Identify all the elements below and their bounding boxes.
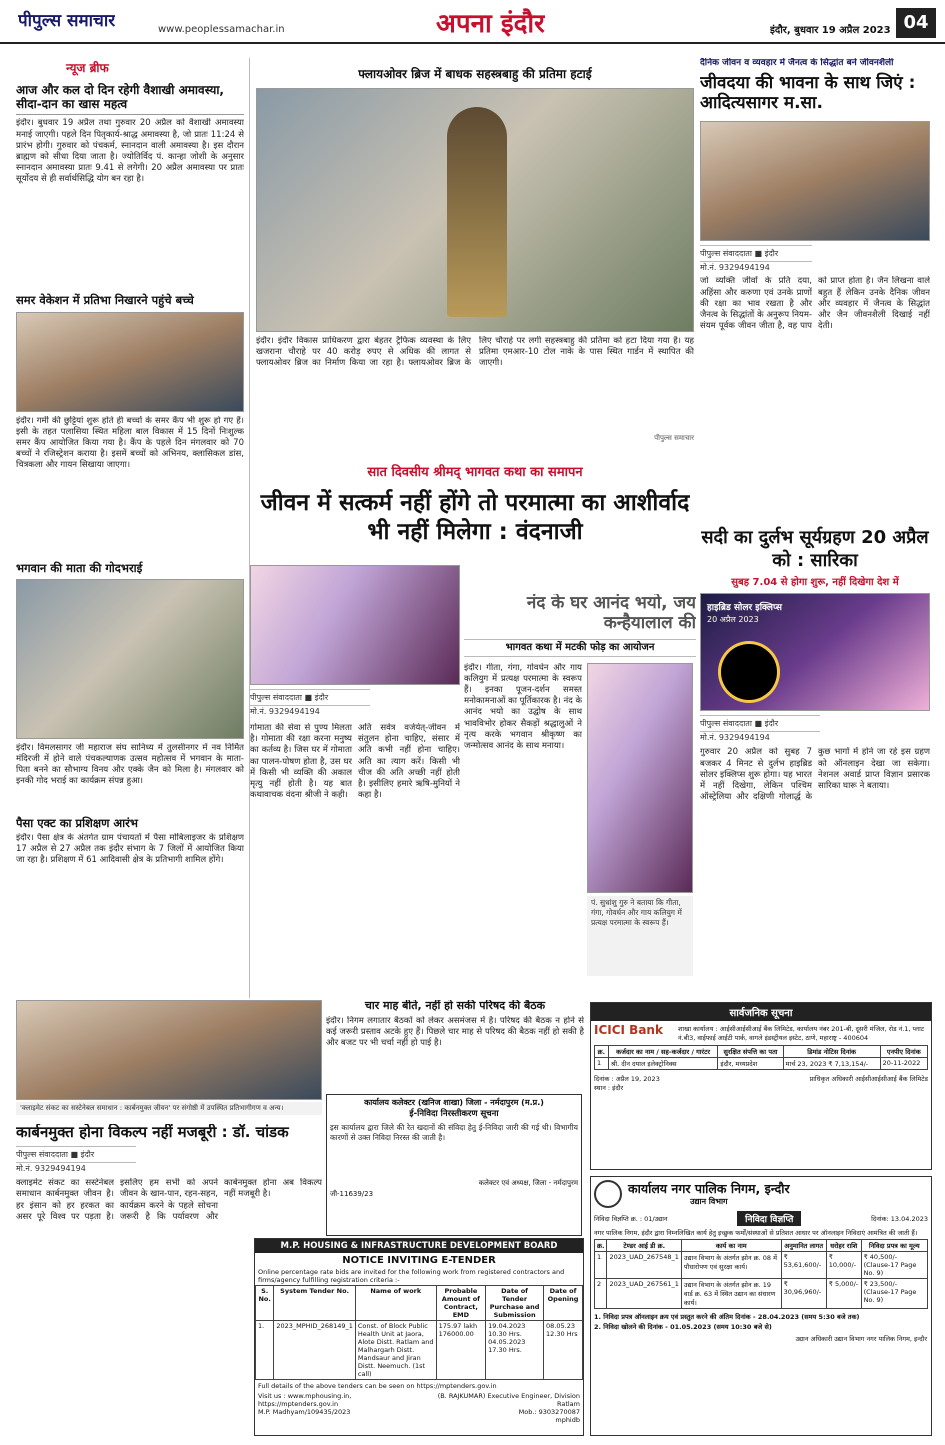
- statue-removal-photo: [256, 88, 694, 332]
- nagar-cell: 2023_UAD_267548_1: [607, 1252, 681, 1279]
- icici-cell: मार्च 23, 2023 ₹ 7,13,154/-: [783, 1058, 880, 1070]
- masthead: [0, 0, 945, 44]
- icici-bank-logo: ICICI Bank: [594, 1023, 663, 1037]
- section-title: अपना इंदौर: [436, 9, 545, 39]
- brief-text-3: इंदौर। विमलसागर जी महाराज संघ सानिध्य में तुलसीनगर में नव निर्मित मंदिरजी में होने वाले पंचकल्याणक उत्सव महोत्सव में भगवान के माता-पिता बनने का सौभाग्य विनय और एक्के जैन को मिला है। मंगलवार को इनकी गोद भराई का कार्यक्रम संपन्न हुआ।: [16, 742, 244, 787]
- brief-headline-4[interactable]: पैसा एक्ट का प्रशिक्षण आरंभ: [16, 815, 138, 830]
- nagar-tender-ref: निविदा विज्ञप्ति क्र. : 01/उद्यान: [594, 1215, 668, 1223]
- eclipse-subheadline: सुबह 7.04 से होगा शुरू, नहीं दिखेगा देश में: [731, 576, 899, 588]
- eclipse-sun-icon: [721, 644, 777, 700]
- nand-text: इंदौर। गीता, गंगा, गोवर्धन और गाय कलियुग में प्रत्यक्ष परमात्मा के स्वरूप हैं। इनका पूजन-दर्शन समस्त मनोकामनाओं का पूर्तिकारक है। नंद के आनंद भयो का उद्घोष के साथ भावविभोर होकर सैकड़ों श्रद्धालुओं ने नृत्य करके भगवान श्रीकृष्ण का जन्मोत्सव आनंद के साथ मनाया।: [464, 662, 582, 752]
- nagar-col-1: टेण्डर आई डी क्र.: [607, 1240, 681, 1252]
- carbon-headline[interactable]: कार्बनमुक्त होना विकल्प नहीं मजबूरी : डॉ. चांडक: [16, 1124, 289, 1141]
- nagar-cell: ₹ 53,61,600/-: [781, 1252, 826, 1279]
- news-brief-column: [16, 60, 244, 1000]
- nand-subheadline: भागवत कथा में मटकी फोड़ का आयोजन: [464, 639, 696, 657]
- date-line: इंदौर, बुधवार 19 अप्रैल 2023: [770, 25, 891, 36]
- nand-story: [464, 594, 696, 998]
- eclipse-text: गुरुवार 20 अप्रैल को सुबह 7 बजकर 4 मिनट से दुर्लभ हाइब्रिड सोलर इक्लिप्स शुरू होगा। यह भारत में नहीं दिखेगा, लेकिन पश्चिम ऑस्ट्रेलिया और दक्षिणी गोलार्द्ध के कुछ भागों में होने जा रहे इस ग्रहण को ऑनलाइन देखा जा सकेगा। नेशनल अवार्ड प्राप्त विज्ञान प्रसारक सारिका घारू ने बताया।: [700, 747, 930, 803]
- matki-phod-photo: [587, 663, 693, 893]
- mp-housing-table: [255, 1285, 583, 1380]
- nagar-nigam-emblem-icon: [594, 1180, 622, 1208]
- icici-footer: प्राधिकृत अधिकारी आईसीआईसीआई बैंक लिमिटेड: [809, 1075, 928, 1083]
- nagar-tender-date: दिनांक: 13.04.2023: [871, 1215, 928, 1223]
- nagar-col-0: क्र.: [595, 1240, 607, 1252]
- bhagwat-headline[interactable]: जीवन में सत्कर्म नहीं होंगे तो परमात्मा का आशीर्वाद भी नहीं मिलेगा : वंदनाजी: [260, 489, 690, 545]
- icici-cell: 20-11-2022: [880, 1058, 927, 1070]
- jeevdaya-kicker: दैनिक जीवन व व्यवहार में जैनत्व के सिद्धांत बने जीवनशैली: [700, 58, 894, 68]
- nagar-cell: उद्यान विभाग के अंतर्गत झोन क्र. 19 वार्ड क्र. 63 में स्थित उद्यान का संधारण कार्य।: [681, 1279, 781, 1309]
- nagar-cell: 1: [595, 1252, 607, 1279]
- mp-housing-footer: Full details of the above tenders can be seen on https://mptenders.gov.in: [258, 1381, 497, 1390]
- jeevdaya-byline: पीपुल्स संवाददाता ■ इंदौर: [700, 245, 812, 262]
- icici-col-3: डिमांड नोटिस दिनांक: [783, 1046, 880, 1058]
- jeevdaya-story: [700, 58, 930, 520]
- narmada-tender-text: इस कार्यालय द्वारा जिले की रेत खदानों की संविदा हेतु ई-निविदा जारी की गई थी। विभागीय कारणों से उक्त निविदा निरस्त की जाती है।: [330, 1122, 578, 1142]
- nagar-col-3: अनुमानित लागत: [781, 1240, 826, 1252]
- brief-headline-1[interactable]: आज और कल दो दिन रहेगी वैशाखी अमावस्या, सीदा-दान का खास महत्व: [16, 84, 244, 116]
- eclipse-poster-title: हाइब्रिड सोलर इक्लिप्स: [707, 603, 782, 614]
- nagar-tender-table: [594, 1239, 928, 1309]
- icici-notice-label: सार्वजनिक सूचना: [591, 1003, 931, 1021]
- flyover-story: [256, 60, 694, 460]
- mp-housing-cell: 2023_MPHID_268149_1: [274, 1320, 356, 1379]
- nagar-cell: 2023_UAD_267561_1: [607, 1279, 681, 1309]
- brief-text-4: इंदौर। पैसा क्षेत्र के अंतर्गत ग्राम पंचायतों में पैसा मोबिलाइजर के प्रशिक्षण 17 अप्रैल से 27 अप्रैल तक इंदौर संभाग के 7 जिलों में आयोजित किया जा रहा है। प्रशिक्षण में 61 आदिवासी क्षेत्र के प्रतिभागी शामिल होंगे।: [16, 833, 244, 866]
- icici-col-2: सुरक्षित संपत्ति का पता: [718, 1046, 783, 1058]
- icici-date: दिनांक : अप्रैल 19, 2023: [594, 1075, 660, 1083]
- icici-cell: श्री. दीन दयाल इलेक्ट्रोनिक्स: [608, 1058, 718, 1070]
- table-row: [595, 1279, 928, 1309]
- bhagwat-story: [250, 565, 460, 997]
- monks-photo: [700, 121, 930, 241]
- narmada-tender-head: कार्यालय कलेक्टर (खनिज शाखा) जिला - नर्मदापुरम (म.प्र.): [364, 1098, 544, 1107]
- jeevdaya-headline[interactable]: जीवदया की भावना के साथ जिएं : आदित्यसागर म.सा.: [700, 73, 916, 113]
- carbon-photo-block: [16, 1000, 322, 1120]
- icici-col-0: क्र.: [595, 1046, 609, 1058]
- eclipse-poster-date: 20 अप्रैल 2023: [707, 615, 759, 625]
- brief-headline-2[interactable]: समर वेकेशन में प्रतिभा निखारने पहुंचे बच्चे: [16, 293, 194, 308]
- narmada-tender-sign: कलेक्टर एवं अध्यक्ष, जिला - नर्मदापुरम: [478, 1178, 578, 1187]
- mp-housing-col-4: Date of Tender Purchase and Submission: [486, 1285, 544, 1320]
- nagar-deadline-1: 1. निविदा प्रपत्र ऑनलाइन क्रय एवं प्रस्तुत करने की अंतिम दिनांक - 28.04.2023 (समय 5:30 बजे तक): [594, 1313, 860, 1321]
- parishad-text: इंदौर। निगम लगातार बैठकों को लेकर असमंजस में है। परिषद की बैठक न होने से कई जरूरी प्रस्ताव अटके हुए हैं। पिछले चार माह से परिषद की बैठक नहीं हो सकी है और बजट पर भी चर्चा नहीं हो पाई है।: [326, 1015, 584, 1049]
- nagar-col-4: धरोहर राशि: [826, 1240, 861, 1252]
- jeevdaya-mobile: मो.नं. 9329494194: [700, 263, 770, 273]
- mp-housing-cell: 1.: [256, 1320, 274, 1379]
- parishad-headline[interactable]: चार माह बीते, नहीं हो सकी परिषद की बैठक: [364, 1000, 546, 1012]
- mp-housing-cell: 08.05.23 12.30 Hrs: [544, 1320, 583, 1379]
- nagar-cell: ₹ 5,000/-: [826, 1279, 861, 1309]
- icici-table: [594, 1045, 928, 1070]
- mp-housing-code: M.P. Madhyam/109435/2023: [258, 1407, 351, 1416]
- mp-housing-cell: 19.04.2023 10.30 Hrs. 04.05.2023 17.30 Hrs.: [486, 1320, 544, 1379]
- narmadapuram-tender-ad: [326, 1094, 582, 1236]
- icici-place: स्थान : इंदौर: [594, 1084, 624, 1092]
- bhagwat-text-2: अति सर्वत्र वर्जयेत्-जीवन में संतुलन होना चाहिए, संसार में अति कभी नहीं होना चाहिए। अति का त्याग करें। किसी भी चीज की अति अच्छी नहीं होती है। इसीलिए हमारे ऋषि-मुनियों ने कहा है।: [358, 723, 460, 801]
- table-row: [256, 1320, 583, 1379]
- website-url[interactable]: www.peoplessamachar.in: [158, 24, 285, 35]
- summer-camp-photo: [16, 312, 244, 412]
- icici-col-1: कर्जदार का नाम / सह-कर्जदार / गारंटर: [608, 1046, 718, 1058]
- nagar-nigam-dept: उद्यान विभाग: [690, 1196, 728, 1206]
- nagar-cell: ₹ 30,96,960/-: [781, 1279, 826, 1309]
- mp-housing-col-1: System Tender No.: [274, 1285, 356, 1320]
- flyover-headline[interactable]: फ्लायओवर ब्रिज में बाधक सहस्त्रबाहु की प्रतिमा हटाई: [358, 67, 592, 81]
- eclipse-poster-image: [700, 593, 930, 711]
- eclipse-story: [700, 526, 930, 998]
- mp-housing-col-5: Date of Opening: [544, 1285, 583, 1320]
- jeevdaya-text: जो व्यक्ति जीवों के प्रति दया, अहिंसा और करुणा एवं उनके प्राणों की रक्षा का भाव रखता है और जैनत्व के सिद्धांतों के अनुरूप नियम-संयम पूर्वक जीवन जीता है, वह पाप को प्राप्त होता है। जैन लिखना वाले बहुत हैं लेकिन उनके दैनिक जीवन और व्यवहार में जैनत्व के सिद्धांत और जैन जीवनशैली दिखाई नहीं देती।: [700, 276, 930, 332]
- bhagwat-byline: पीपुल्स संवाददाता ■ इंदौर: [250, 689, 370, 706]
- icici-cell: 1: [595, 1058, 609, 1070]
- mp-housing-intro: Online percentage rate bids are invited for the following work from registered contractors and firms/agency fulfilling registration criteria :-: [258, 1267, 565, 1284]
- nagar-cell: उद्यान विभाग के अंतर्गत झोन क्र. 08 में पौधारोपण एवं सुरक्षा कार्य।: [681, 1252, 781, 1279]
- mp-housing-col-3: Probable Amount of Contract, EMD: [436, 1285, 485, 1320]
- nagar-nigam-tender-ad: [590, 1176, 932, 1436]
- mp-housing-social[interactable]: mphidb: [555, 1415, 580, 1424]
- carbon-byline: पीपुल्स संवाददाता ■ इंदौर: [16, 1146, 136, 1163]
- nagar-deadline-2: 2. निविदा खोलने की दिनांक - 01.05.2023 (समय 10:30 बजे से): [594, 1323, 772, 1331]
- mp-housing-tender-ad: [254, 1238, 584, 1436]
- mp-housing-title: NOTICE INVITING E-TENDER: [342, 1255, 496, 1266]
- nand-photo-caption: पं. सुधांशु गुरु ने बताया कि गीता, गंगा, गोवर्धन और गाय कलियुग में प्रत्यक्ष परमात्मा के स्वरूप हैं।: [587, 896, 693, 976]
- godbharai-photo: [16, 579, 244, 739]
- eclipse-mobile: मो.नं. 9329494194: [700, 733, 770, 743]
- brief-text-2: इंदौर। गर्मी की छुट्टियां शुरू होते ही बच्चों के समर कैंप भी शुरू हो गए हैं। इसी के तहत पलासिया स्थित महिला बाल विकास में 15 दिनों निःशुल्क समर कैंप आयोजित किया गया है। कैंप के पहले दिन मंगलवार को 70 बच्चों ने रजिस्ट्रेशन कराया है। इसमें बच्चों को अभिनय, क्लासिकल डांस, चित्रकला और गायन सिखाया जाएगा।: [16, 415, 244, 471]
- mp-housing-cell: Const. of Block Public Health Unit at Jaora, Alote Distt. Ratlam and Malhargarh Distt. Mandsaur and Jiran Distt. Neemuch. (1st call): [355, 1320, 436, 1379]
- brief-headline-3[interactable]: भगवान की माता की गोदभराई: [16, 560, 143, 575]
- nagar-tender-notice: निविदा विज्ञप्ति: [737, 1211, 801, 1226]
- table-row: [595, 1252, 928, 1279]
- bhagwat-kicker: सात दिवसीय श्रीमद् भागवत कथा का समापन: [367, 465, 583, 480]
- icici-branch-address: शाखा कार्यालय : आईसीआईसीआई बैंक लिमिटेड, कार्यालय नंबर 201-बी, दूसरी मंजिल, रोड नं.1, प्लाट नं.बी3, वाईफाई आईटी पार्क, वागले इंडस्ट्रीयल इस्टेट, ठाणे, महाराष्ट्र - 400604: [678, 1025, 925, 1042]
- nagar-tender-sign: उद्यान अधिकारी उद्यान विभाग नगर पालिक निगम, इन्दौर: [795, 1335, 927, 1343]
- eclipse-headline[interactable]: सदी का दुर्लभ सूर्यग्रहण 20 अप्रैल को : सारिका: [701, 527, 929, 572]
- flyover-text: इंदौर। इंदौर विकास प्राधिकरण द्वारा बेहतर ट्रैफिक व्यवस्था के लिए खजराना चौराहे पर 40 करोड़ रुपए से अधिक की लागत से फ्लायओवर ब्रिज का निर्माण किया जा रहा है। फ्लायओवर ब्रिज के लिए चौराहे पर लगी सहस्त्रबाहु की प्रतिमा को हटा दिया गया है। यह प्रतिमा एमआर-10 टोल नाके के पास स्थित गार्डन में स्थापित की जाएगी।: [256, 335, 694, 369]
- narmada-tender-ref: जी-11639/23: [330, 1189, 374, 1198]
- nagar-cell: ₹ 10,000/-: [826, 1252, 861, 1279]
- parishad-story: [326, 1000, 584, 1092]
- nagar-col-2: कार्य का नाम: [681, 1240, 781, 1252]
- mp-housing-col-0: S. No.: [256, 1285, 274, 1320]
- mp-housing-visit[interactable]: Visit us : www.mphousing.in, https://mptenders.gov.in: [258, 1391, 352, 1408]
- narmada-tender-sub: ई-निविदा निरस्तीकरण सूचना: [409, 1109, 499, 1120]
- icici-public-notice: [590, 1002, 932, 1170]
- nagar-cell: ₹ 23,500/- (Clause-17 Page No. 9): [861, 1279, 927, 1309]
- bhagwat-text-1: गोमाता की सेवा से पुण्य मिलता है। गोमाता की रक्षा करना मनुष्य का कर्तव्य है। जिस घर में गोमाता का पालन-पोषण होता है, उस घर में किसी भी व्यक्ति की अकाल मृत्यु नहीं होती है। यह बात कथावाचक वंदना श्रीजी ने कही।: [250, 723, 352, 801]
- page-number: 04: [896, 8, 936, 38]
- icici-cell: इंदौर, मध्यप्रदेश: [718, 1058, 783, 1070]
- bhagwat-katha-photo: [250, 565, 460, 685]
- mp-housing-cell: 175.97 lakh 176000.00: [436, 1320, 485, 1379]
- carbon-mobile: मो.नं. 9329494194: [16, 1164, 86, 1174]
- newspaper-logo[interactable]: पीपुल्स समाचार: [18, 11, 116, 31]
- nagar-col-5: निविदा प्रपत्र का मूल्य: [861, 1240, 927, 1252]
- mp-housing-col-2: Name of work: [355, 1285, 436, 1320]
- nagar-tender-intro: नगर पालिक निगम, इंदौर द्वारा निम्नलिखित कार्य हेतु इच्छुक फर्मों/संस्थाओं से प्रतिशत आधार पर ऑनलाइन निविदाएं आमंत्रित की जाती हैं।: [594, 1229, 918, 1237]
- nagar-cell: 2: [595, 1279, 607, 1309]
- brief-text-1: इंदौर। बुधवार 19 अप्रैल तथा गुरुवार 20 अप्रैल को वैशाखी अमावस्या मनाई जाएगी। पहले दिन पितृकार्य-श्राद्ध अमावस्या है, जो प्रातः 11:24 से प्रारंभ होगी। गुरुवार को पंचकर्म, स्नानदान वाली अमावस्या है। इस दौरान ब्राह्मण को सीधा दिया जाता है। ज्योतिर्विद पं. कान्हा जोशी के अनुसार स्नानदान अमावस्या प्रातः 9.41 से लगेगी। 20 अप्रैल अमावस्या पर प्रातः सूर्योदय से ही सर्वार्थसिद्धि योग बन रहा है।: [16, 118, 244, 185]
- seminar-group-photo: [16, 1000, 322, 1100]
- nagar-nigam-title: कार्यालय नगर पालिक निगम, इन्दौर: [628, 1181, 790, 1197]
- nand-headline[interactable]: नंद के घर आनंद भयो, जय कन्हैयालाल की: [526, 594, 696, 633]
- mp-housing-sign: (B. RAJKUMAR) Executive Engineer, Division Ratlam: [437, 1391, 580, 1408]
- eclipse-byline: पीपुल्स संवाददाता ■ इंदौर: [700, 715, 820, 732]
- carbon-text: क्लाइमेट संकट का सस्टेनेबल समाधान कार्बनमुक्त जीवन है। हर इंसान को हर हरकत का असर पूरे विश्व पर पड़ता है। इसलिए हम सभी को अपने जीवन के खान-पान, रहन-सहन, कार्यक्रम करने के पहले सोचना जरूरी है कि पर्यावरण और कार्बनमुक्त होना अब विकल्प नहीं मजबूरी है।: [16, 1178, 322, 1222]
- seminar-caption: 'क्लाइमेट संकट का सस्टेनेबल समाधान : कार्बनमुक्त जीवन' पर संगोष्ठी में उपस्थित प्रतिभागीगण व अन्य।: [16, 1102, 322, 1115]
- mp-housing-mobile: Mob.: 9303270087: [518, 1407, 580, 1416]
- news-brief-label: न्यूज ब्रीफ: [66, 61, 109, 75]
- mp-housing-head: M.P. HOUSING & INFRASTRUCTURE DEVELOPMENT BOARD: [255, 1239, 583, 1253]
- icici-col-4: एनपीए दिनांक: [880, 1046, 927, 1058]
- flyover-photo-credit: पीपुल्स समाचार: [654, 433, 694, 442]
- nagar-cell: ₹ 40,500/- (Clause-17 Page No. 9): [861, 1252, 927, 1279]
- bhagwat-mobile: मो.नं. 9329494194: [250, 707, 320, 716]
- table-row: [595, 1058, 928, 1070]
